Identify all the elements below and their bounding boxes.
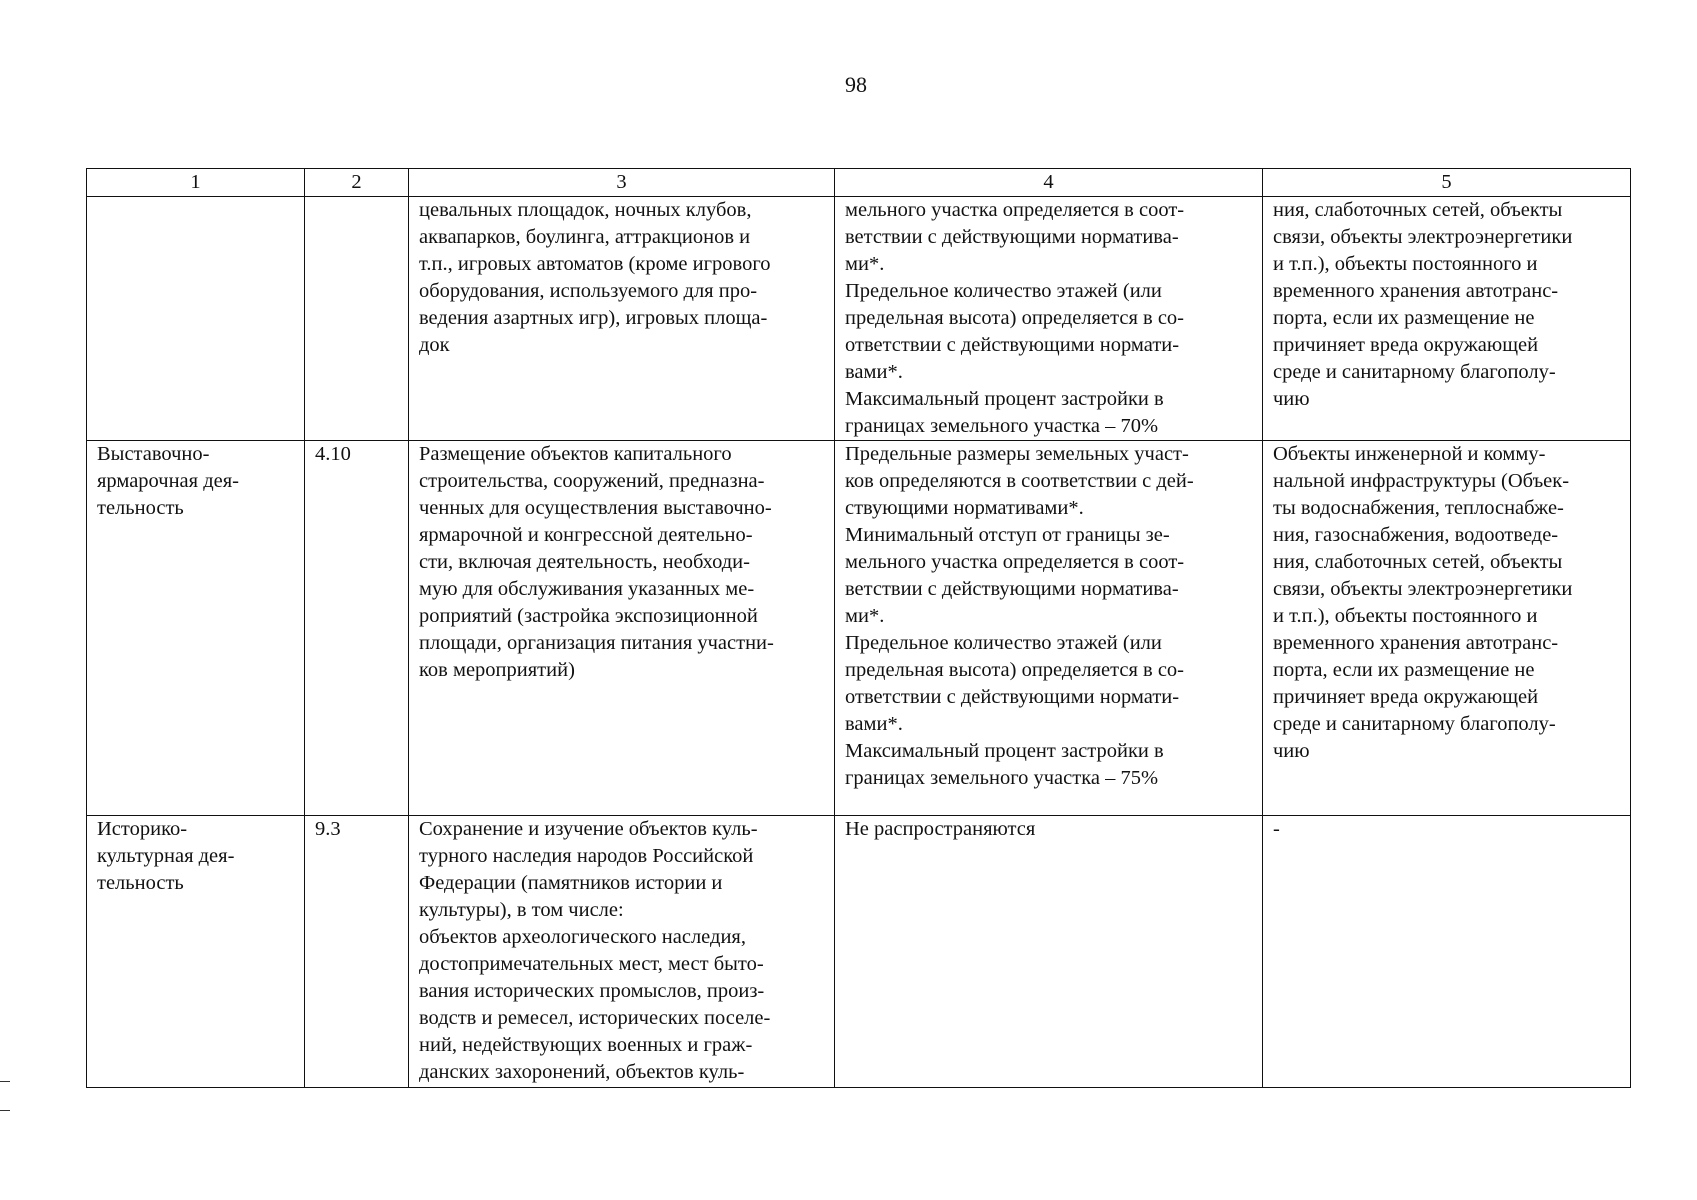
text-line: оборудования, используемого для про- [419,280,758,302]
text-line: данских захоронений, объектов куль- [419,1061,745,1083]
land-use-table [86,168,1631,1088]
text-line: мую для обслуживания указанных ме- [419,578,755,600]
text-line: тельность [97,872,184,894]
text-line: Максимальный процент застройки в [845,388,1164,410]
text-line: ков определяются в соответствии с дей- [845,470,1194,492]
text-line: площади, организация питания участни- [419,632,774,654]
text-line: Федерации (памятников истории и [419,872,723,894]
cell-use-name [87,816,305,1088]
text-line: ния, слаботочных сетей, объекты [1273,551,1563,573]
text-line: ветствии с действующими норматива- [845,578,1179,600]
text-line: объектов археологического наследия, [419,926,746,948]
text-line: культуры), в том числе: [419,899,624,921]
text-line: нальной инфраструктуры (Объек- [1273,470,1570,492]
column-header-1: 1 [87,169,305,197]
text-line: ствующими нормативами*. [845,497,1084,519]
text-line: ния, слаботочных сетей, объекты [1273,199,1563,221]
table-row-historical [87,816,1631,1088]
margin-tick-mark [0,1081,10,1082]
text-line: Сохранение и изучение объектов куль- [419,818,758,840]
column-header-2: 2 [305,169,409,197]
margin-tick-mark [0,1110,10,1111]
text-line: порта, если их размещение не [1273,659,1535,681]
text-line: чию [1273,388,1310,410]
text-line: ярмарочной и конгрессной деятельно- [419,524,753,546]
text-line: ты водоснабжения, теплоснабже- [1273,497,1564,519]
text-line: ков мероприятий) [419,659,575,681]
cell-parameters [835,816,1263,1088]
text-line: ми*. [845,253,885,275]
text-line: предельная высота) определяется в со- [845,659,1185,681]
text-line: Максимальный процент застройки в [845,740,1164,762]
text-line: тельность [97,497,184,519]
text-line: ответствии с действующими нормати- [845,334,1180,356]
cell-use-code: 9.3 [305,816,409,1088]
text-line: и т.п.), объекты постоянного и [1273,605,1538,627]
text-line: ярмарочная дея- [97,470,239,492]
text-line: Выставочно- [97,443,210,465]
table-row-continuation [87,197,1631,441]
text-line: ответствии с действующими нормати- [845,686,1180,708]
text-line: Предельное количество этажей (или [845,280,1162,302]
text-line: вания исторических промыслов, произ- [419,980,765,1002]
text-line: Объекты инженерной и комму- [1273,443,1546,465]
header-row [87,169,1631,197]
text-line: Предельное количество этажей (или [845,632,1162,654]
text-line: турного наследия народов Российской [419,845,754,867]
cell-parameters [835,441,1263,816]
cell-auxiliary-uses [1263,816,1631,1088]
text-line: предельная высота) определяется в со- [845,307,1185,329]
cell-auxiliary-uses [1263,441,1631,816]
text-line: Не распространяются [845,818,1036,840]
text-line: причиняет вреда окружающей [1273,686,1539,708]
text-line: сти, включая деятельность, необходи- [419,551,750,573]
text-line: границах земельного участка – 70% [845,415,1159,437]
text-line: границах земельного участка – 75% [845,767,1159,789]
text-line: док [419,334,450,356]
text-line: водств и ремесел, исторических поселе- [419,1007,771,1029]
text-line: причиняет вреда окружающей [1273,334,1539,356]
text-line: чию [1273,740,1310,762]
text-line: Предельные размеры земельных участ- [845,443,1189,465]
cell-use-name [87,197,305,441]
text-line: связи, объекты электроэнергетики [1273,226,1573,248]
cell-use-code [305,197,409,441]
text-line: - [1273,818,1280,840]
cell-use-description [409,816,835,1088]
text-line: среде и санитарному благополу- [1273,361,1556,383]
text-line: цевальных площадок, ночных клубов, [419,199,752,221]
column-header-5: 5 [1263,169,1631,197]
text-line: аквапарков, боулинга, аттракционов и [419,226,751,248]
text-line: культурная дея- [97,845,235,867]
text-line: т.п., игровых автоматов (кроме игрового [419,253,771,275]
text-line: достопримечательных мест, мест быто- [419,953,764,975]
cell-auxiliary-uses [1263,197,1631,441]
text-line: Минимальный отступ от границы зе- [845,524,1170,546]
text-line: связи, объекты электроэнергетики [1273,578,1573,600]
text-line: ния, газоснабжения, водоотведе- [1273,524,1559,546]
text-line: ний, недействующих военных и граж- [419,1034,753,1056]
text-line: временного хранения автотранс- [1273,632,1559,654]
cell-use-name [87,441,305,816]
text-line: вами*. [845,361,903,383]
table-row-exhibition [87,441,1631,816]
text-line: мельного участка определяется в соот- [845,199,1185,221]
text-line: Историко- [97,818,188,840]
text-line: порта, если их размещение не [1273,307,1535,329]
text-line: строительства, сооружений, предназна- [419,470,765,492]
column-header-3: 3 [409,169,835,197]
cell-parameters [835,197,1263,441]
text-line: Размещение объектов капитального [419,443,732,465]
text-line: ченных для осуществления выставочно- [419,497,772,519]
cell-use-code: 4.10 [305,441,409,816]
column-header-4: 4 [835,169,1263,197]
page-number: 98 [845,72,867,97]
text-line: ведения азартных игр), игровых площа- [419,307,768,329]
text-line: роприятий (застройка экспозиционной [419,605,758,627]
text-line: временного хранения автотранс- [1273,280,1559,302]
text-line: и т.п.), объекты постоянного и [1273,253,1538,275]
text-line: ветствии с действующими норматива- [845,226,1179,248]
text-line: ми*. [845,605,885,627]
text-line: мельного участка определяется в соот- [845,551,1185,573]
text-line: вами*. [845,713,903,735]
cell-use-description [409,441,835,816]
cell-use-description [409,197,835,441]
text-line: среде и санитарному благополу- [1273,713,1556,735]
